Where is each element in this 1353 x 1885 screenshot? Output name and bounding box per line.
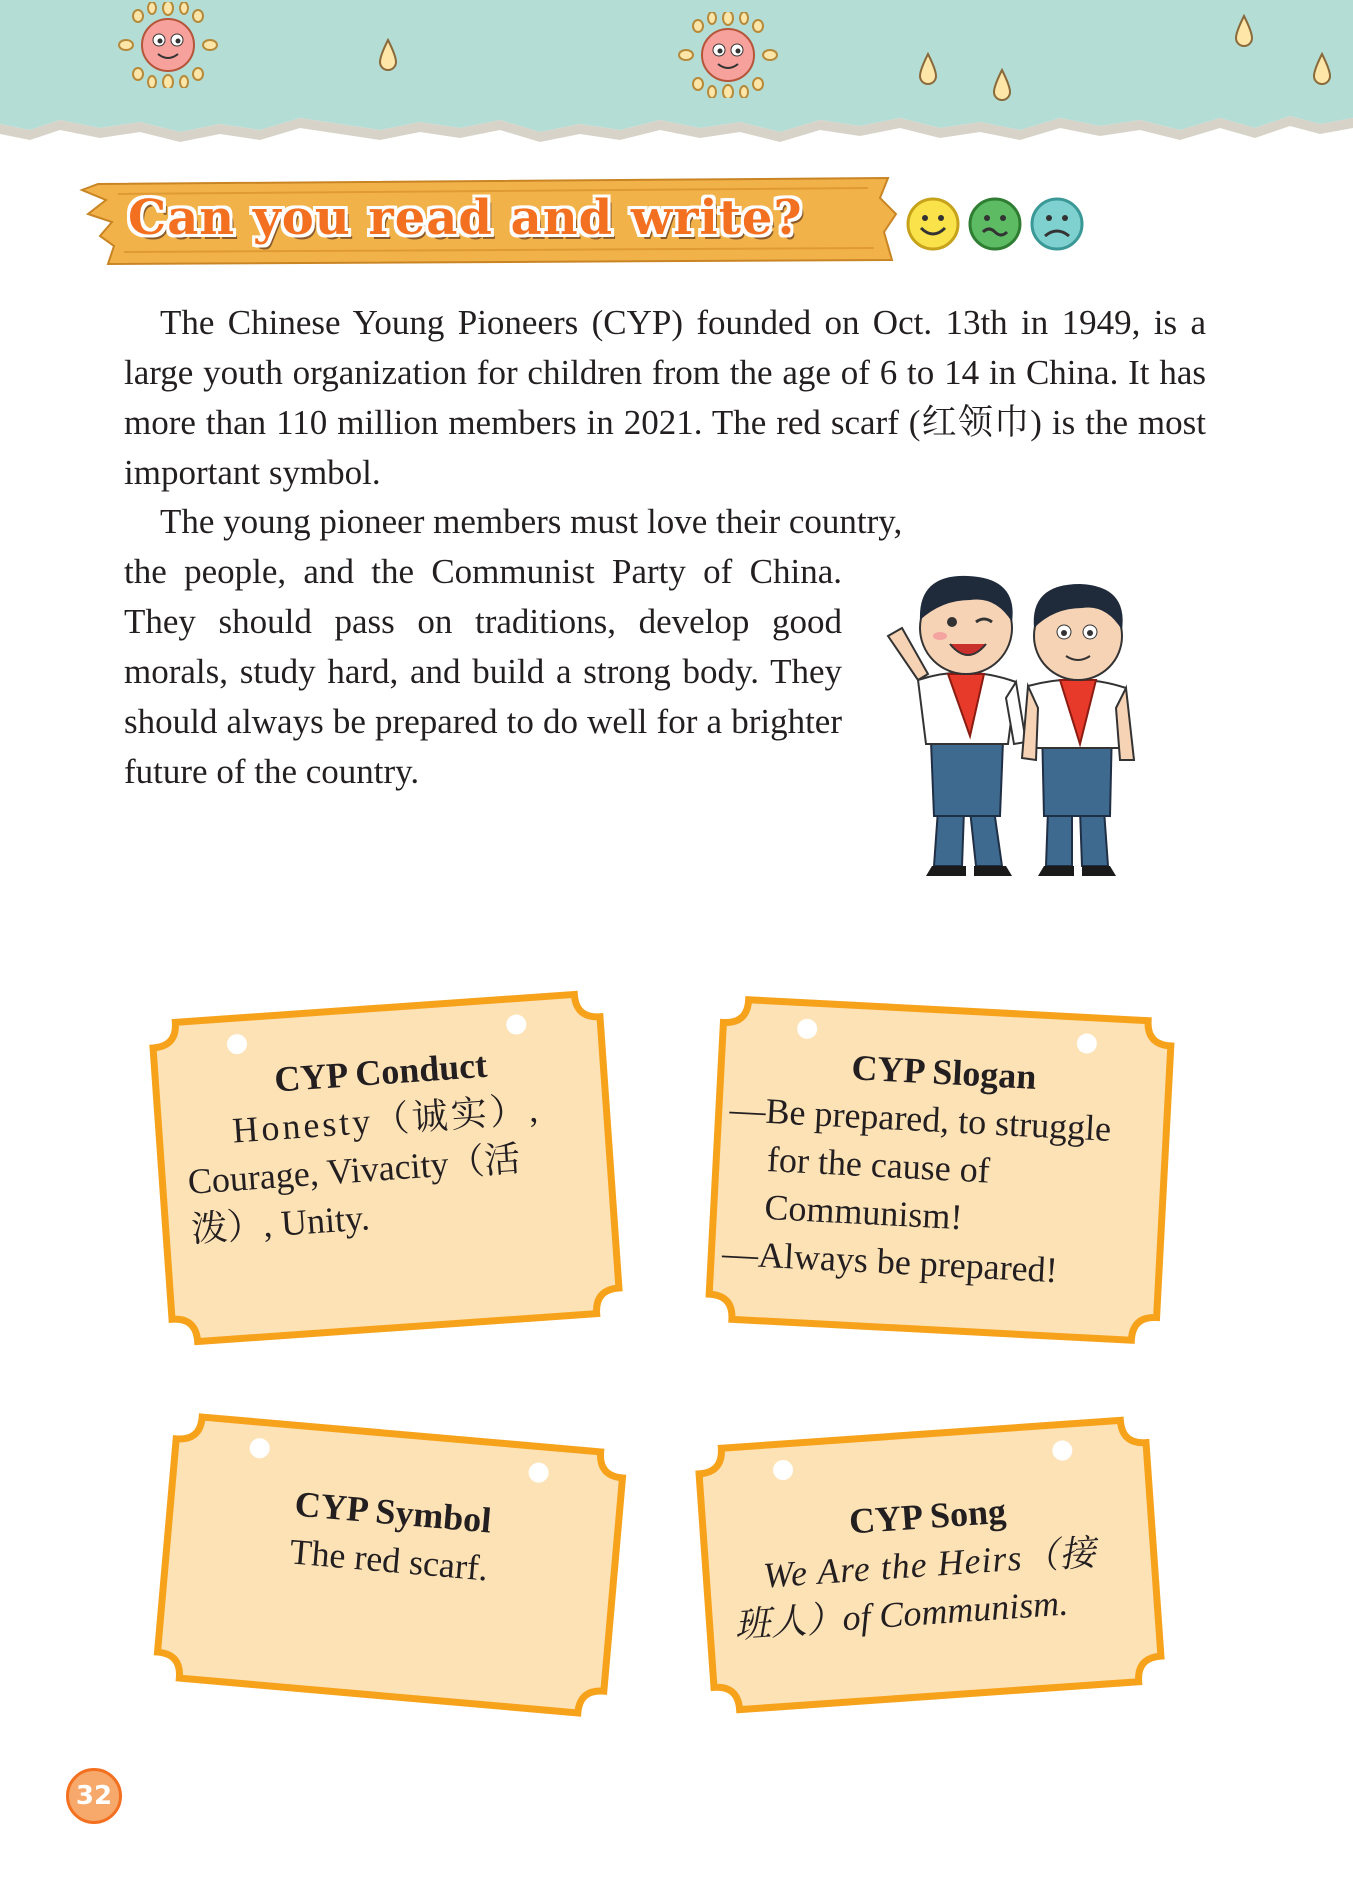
card-title: CYP Conduct (273, 1044, 489, 1100)
cyp-slogan-card (690, 970, 1190, 1370)
card-line: for the cause of (766, 1138, 991, 1191)
cyp-conduct-card (136, 968, 636, 1368)
raindrop-icon (1232, 14, 1256, 48)
self-assessment-faces (905, 196, 1085, 252)
sun-icon (678, 12, 778, 98)
section-title: Can you read and write? (128, 190, 803, 246)
card-title: CYP Slogan (850, 1047, 1038, 1097)
card-title: CYP Song (847, 1490, 1008, 1542)
card-line: The red scarf. (288, 1531, 490, 1589)
card-line: —Be prepared, to struggle (728, 1088, 1113, 1149)
card-line: Communism! (763, 1186, 964, 1238)
raindrop-icon (916, 52, 940, 86)
young-pioneer-boys-illustration (878, 548, 1168, 878)
card-line: 班人）of Communism. (733, 1582, 1070, 1646)
neutral-face-icon (970, 199, 1020, 249)
card-line: Honesty（诚实）, (231, 1089, 543, 1151)
cyp-song-card (680, 1400, 1180, 1730)
card-line: 泼）, Unity. (189, 1197, 371, 1250)
card-title: CYP Symbol (293, 1483, 494, 1541)
sun-icon (118, 2, 218, 88)
raindrop-icon (1310, 52, 1334, 86)
happy-face-icon (908, 199, 958, 249)
card-line: —Always be prepared! (721, 1232, 1059, 1291)
pioneer-duties-paragraph: the people, and the Communist Party of China. They should pass on traditions, develop good morals, study hard, and build a strong body. They should always be prepared to do well for a brighter future of the country. (124, 552, 842, 791)
raindrop-icon (990, 68, 1014, 102)
cyp-symbol-card (140, 1400, 640, 1730)
pioneer-duties-paragraph-line1: The young pioneer members must love their country, (160, 502, 903, 541)
raindrop-icon (376, 38, 400, 72)
sad-face-icon (1032, 199, 1082, 249)
intro-paragraph: The Chinese Young Pioneers (CYP) founded on Oct. 13th in 1949, is a large youth organization for children from the age of 6 to 14 in China. It has more than 110 million members in 2021. The red scarf (红领巾) is the most important symbol. (124, 303, 1206, 492)
page-number: 32 (66, 1768, 122, 1824)
card-line: Courage, Vivacity（活 (186, 1138, 522, 1202)
card-line: We Are the Heirs（接 (761, 1532, 1098, 1596)
